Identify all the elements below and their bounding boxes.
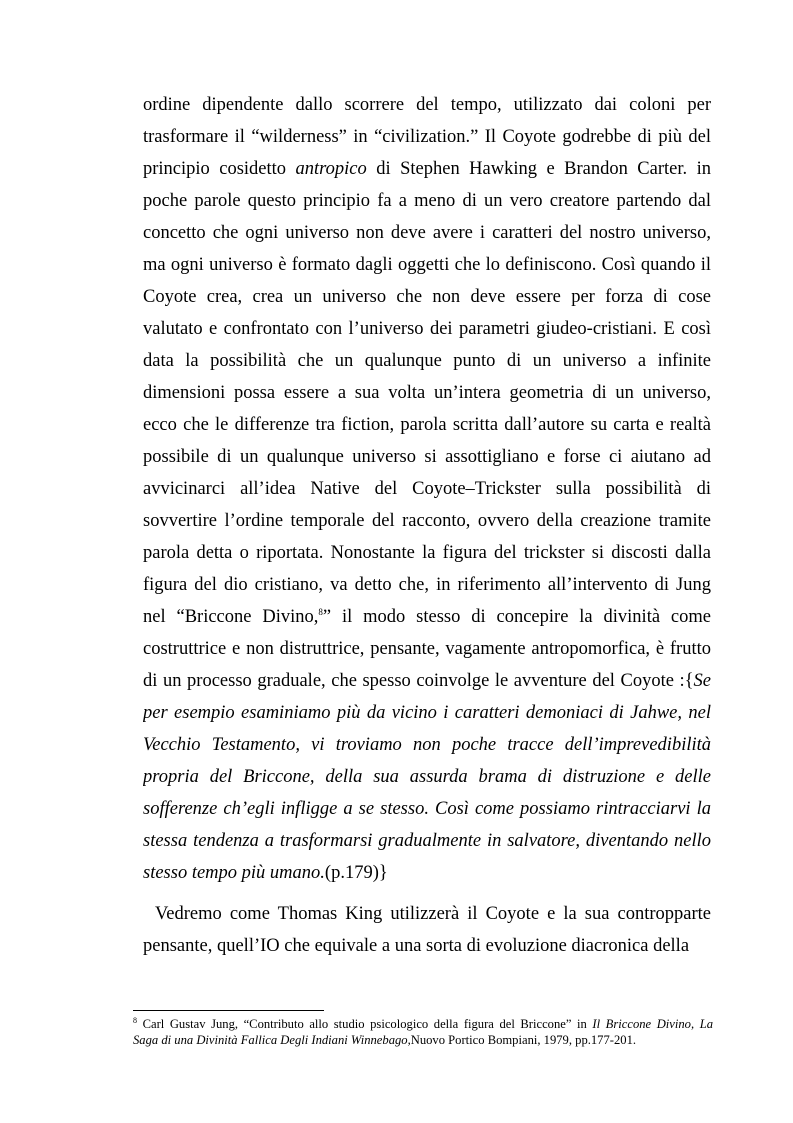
quote-start: Se [693,671,711,691]
footnote-number: 8 [133,1016,137,1025]
text-line: ma ogni universo è formato dagli oggetti che lo definiscono. Così quando il [143,255,711,275]
text-line: Vedremo come Thomas King utilizzerà il Coyote e la sua contropparte [155,904,711,924]
text-line: parola detta o riportata. Nonostante la figura del trickster si discosti dalla [143,543,711,563]
text-line: costruttrice e non distruttrice, pensante, vagamente antropomorfica, è frutto [143,639,711,659]
paragraph-gap [143,889,711,898]
text-line: principio cosidetto antropico di Stephen Hawking e Brandon Carter. in [143,159,711,179]
text-line: di un processo graduale, che spesso coinvolge le avventure del Coyote :{Se [143,671,711,691]
text-line: valutato e confrontato con l’universo dei parametri giudeo-cristiani. E così [143,319,711,339]
quote-line: per esempio esaminiamo più da vicino i caratteri demoniaci di Jahwe, nel [143,703,711,723]
text-line: Coyote crea, crea un universo che non deve essere per forza di cose [143,287,711,307]
italic-term: antropico [295,159,367,179]
footnote-marker: 8 [318,606,323,617]
text-line: data la possibilità che un qualunque punto di un universo a infinite [143,351,711,371]
text-line: dimensioni possa essere a sua volta un’intera geometria di un universo, [143,383,711,403]
text-line: trasformare il “wilderness” in “civilization.” Il Coyote godrebbe di più del [143,127,711,147]
quote-line: stesso tempo più umano.(p.179)} [143,863,388,883]
text-line: sovvertire l’ordine temporale del racconto, ovvero della creazione tramite [143,511,711,531]
quote-line: sofferenze ch’egli infligge a se stesso. Così come possiamo rintracciarvi la [143,799,711,819]
text-line: concetto che ogni universo non deve avere i caratteri del nostro universo, [143,223,711,243]
quote-line: stessa tendenza a trasformarsi gradualmente in salvatore, diventando nello [143,831,711,851]
text-line: figura del dio cristiano, va detto che, in riferimento all’intervento di Jung [143,575,711,595]
quote-line: propria del Briccone, della sua assurda brama di distruzione e delle [143,767,711,787]
footnote [133,1016,713,1048]
text-line: poche parole questo principio fa a meno di un vero creatore partendo dal [143,191,711,211]
page-citation: (p.179)} [324,863,388,883]
text-line: possibile di un qualunque universo si assottigliano e forse ci aiutano ad [143,447,711,467]
footnote-separator [133,1010,324,1011]
text-line: pensante, quell’IO che equivale a una sorta di evoluzione diacronica della [143,936,690,956]
text-line: ordine dipendente dallo scorrere del tempo, utilizzato dai coloni per [143,95,711,115]
text-line: ecco che le differenze tra fiction, parola scritta dall’autore su carta e realtà [143,415,711,435]
text-line: nel “Briccone Divino,$^8$” il modo stesso di concepire la divinità come [143,606,711,627]
footnote-line: Saga di una Divinità Fallica Degli Indiani Winnebago,Nuovo Portico Bompiani, 1979, pp.177-201. [133,1033,637,1047]
text-line: avvicinarci all’idea Native del Coyote–Trickster sulla possibilità di [143,479,711,499]
quote-line: Vecchio Testamento, vi troviamo non poche tracce dell’imprevedibilità [143,735,711,755]
body-text [143,89,711,962]
footnote-line: $^8$ Carl Gustav Jung, “Contributo allo studio psicologico della figura del Briccone” in Il Briccone Divino, La [133,1016,713,1031]
